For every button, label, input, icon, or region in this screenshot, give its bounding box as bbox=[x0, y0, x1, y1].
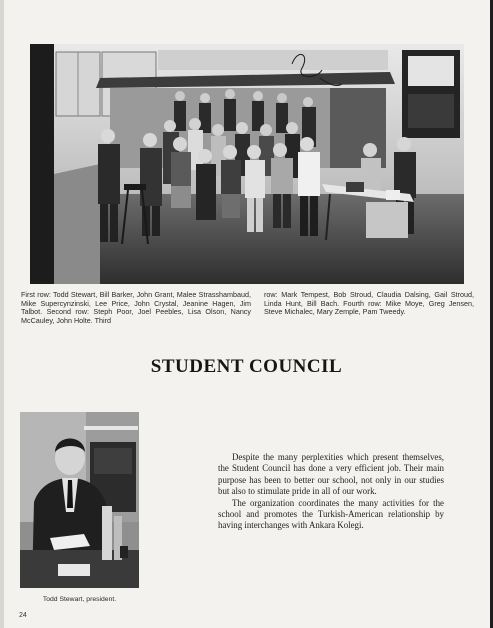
photo-caption-right: row: Mark Tempest, Bob Stroud, Claudia Dalsing, Gail Stroud, Linda Hunt, Bill Bach. Fourth row: Mike Moye, Greg Jensen, Steve Michalec, Mary Zemple, Pam Tweedy. bbox=[264, 290, 474, 317]
body-paragraph-2: The organization coordinates the many activities for the school and promotes the Turkish-American relationship by having interchanges with Ankara Kolegi. bbox=[218, 497, 444, 531]
body-text bbox=[218, 452, 444, 532]
page-edge-left bbox=[0, 0, 4, 628]
portrait-photo bbox=[20, 412, 139, 588]
page-heading: STUDENT COUNCIL bbox=[150, 356, 343, 377]
body-paragraph-1: Despite the many perplexities which present themselves, the Student Council has done a very efficient job. Their main purpose has been to better our school, not only in our studies but also to stimulate pride in all of our work. bbox=[218, 452, 444, 497]
photo-caption-left: First row: Todd Stewart, Bill Barker, John Grant, Malee Strasshambaud, Mike Supercynzinski, Lee Price, John Crystal, Jeanine Hagen, Jim Talbot. Second row: Steph Poor, Joel Peebles, Lisa Olson, Nancy McCauley, John Holte. Third bbox=[21, 290, 251, 325]
group-photo bbox=[30, 44, 464, 284]
portrait-caption: Todd Stewart, president. bbox=[42, 596, 117, 603]
page-number: 24 bbox=[19, 612, 27, 619]
